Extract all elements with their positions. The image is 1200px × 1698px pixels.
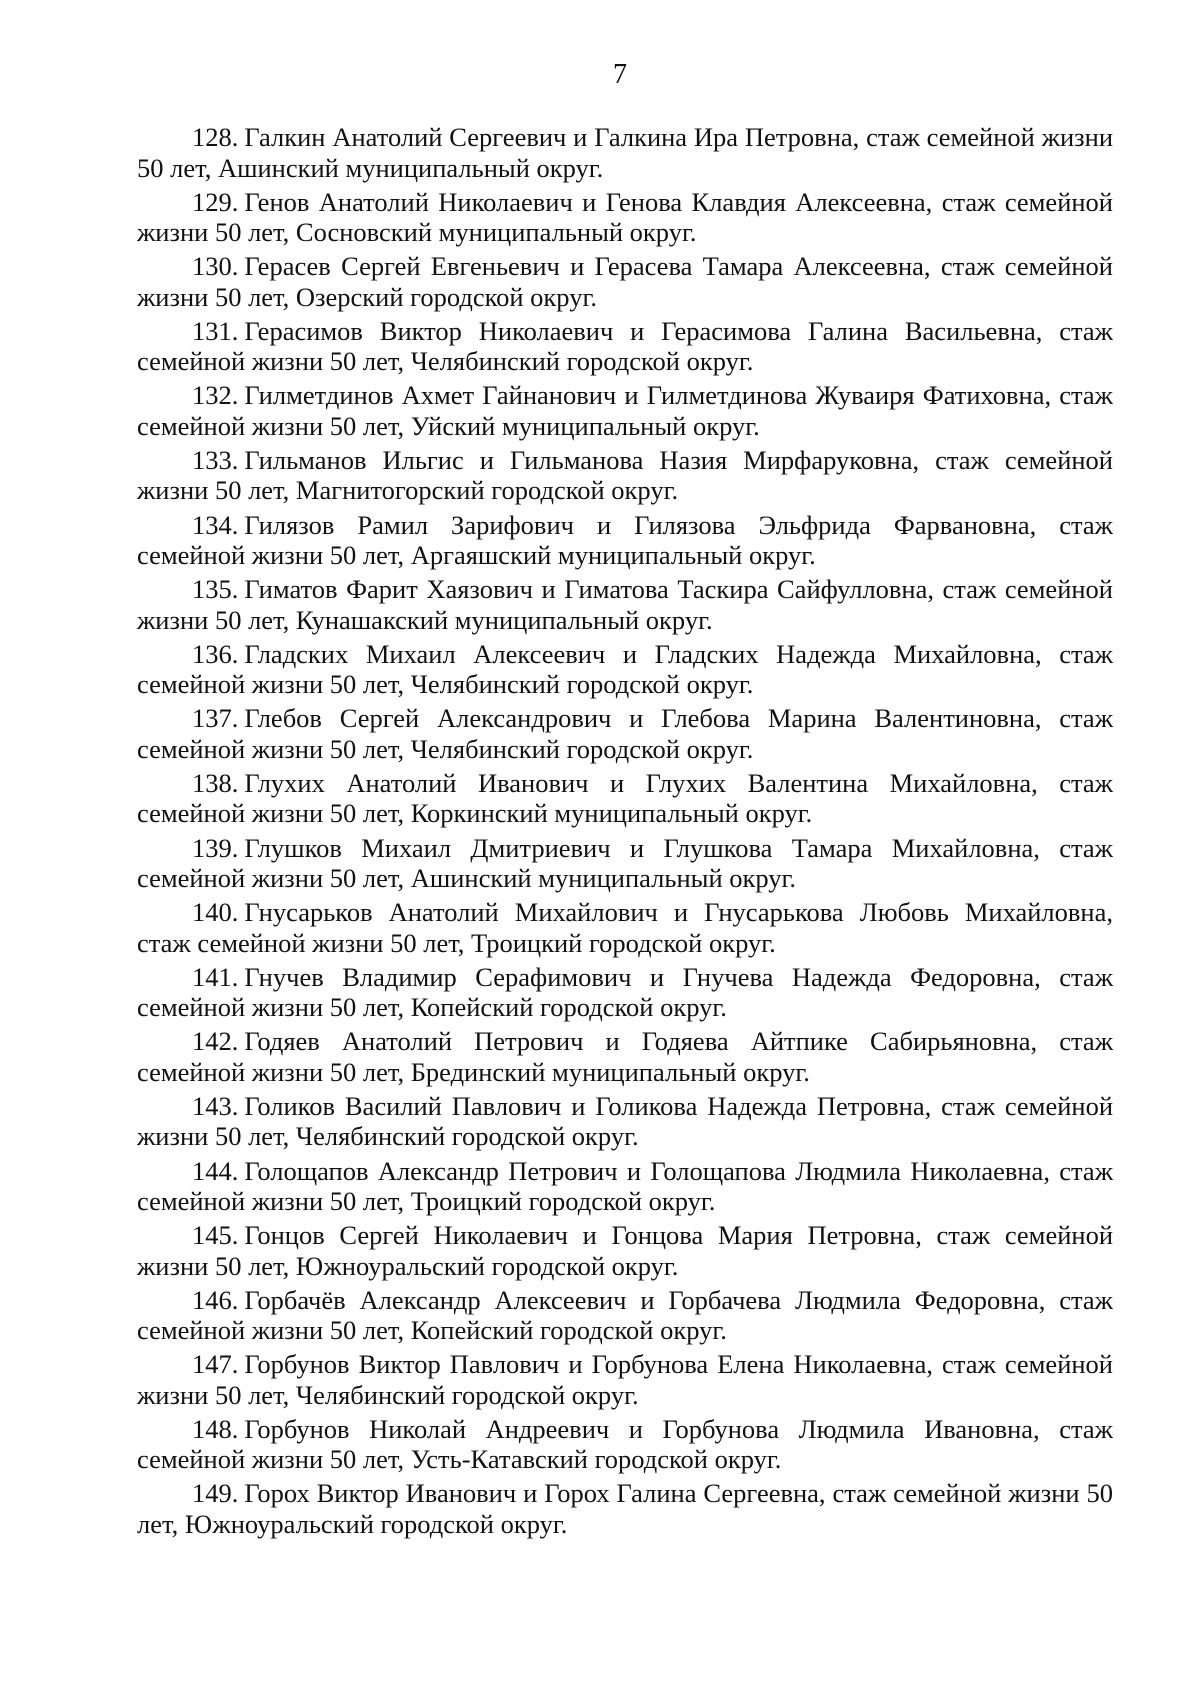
entry-text: Горбачёв Александр Алексеевич и Горбачева Людмила Федоровна, стаж семейной жизни 50 лет, Копейский городской округ. bbox=[137, 1284, 1113, 1346]
entry-number: 147. bbox=[192, 1349, 239, 1380]
entry-number: 140. bbox=[192, 897, 239, 928]
entry-text: Глухих Анатолий Иванович и Глухих Валентина Михайловна, стаж семейной жизни 50 лет, Коркинский муниципальный округ. bbox=[137, 767, 1113, 829]
entry-text: Горбунов Виктор Павлович и Горбунова Елена Николаевна, стаж семейной жизни 50 лет, Челябинский городской округ. bbox=[137, 1349, 1113, 1410]
list-item bbox=[137, 445, 1113, 506]
list-item bbox=[137, 1220, 1113, 1281]
page-number: 7 bbox=[613, 59, 627, 90]
entry-number: 146. bbox=[192, 1284, 239, 1315]
entry-text: Глушков Михаил Дмитриевич и Глушкова Тамара Михайловна, стаж семейной жизни 50 лет, Ашинский муниципальный округ. bbox=[137, 832, 1113, 894]
entry-number: 144. bbox=[192, 1155, 239, 1186]
list-item bbox=[137, 897, 1113, 958]
list-item bbox=[137, 251, 1113, 312]
list-item bbox=[137, 187, 1113, 248]
entry-text: Герасев Сергей Евгеньевич и Герасева Тамара Алексеевна, стаж семейной жизни 50 лет, Озерский городской округ. bbox=[137, 251, 1113, 312]
entry-number: 137. bbox=[192, 703, 239, 734]
list-item bbox=[137, 1414, 1113, 1475]
list-item bbox=[137, 639, 1113, 700]
entry-text: Герасимов Виктор Николаевич и Герасимова Галина Васильевна, стаж семейной жизни 50 лет, Челябинский городской округ. bbox=[137, 315, 1113, 377]
list-item bbox=[137, 962, 1113, 1023]
entry-text: Гильманов Ильгис и Гильманова Назия Мирфаруковна, стаж семейной жизни 50 лет, Магнитогорский городской округ. bbox=[137, 444, 1113, 506]
list-item bbox=[137, 1156, 1113, 1217]
entry-text: Гнучев Владимир Серафимович и Гнучева Надежда Федоровна, стаж семейной жизни 50 лет, Копейский городской округ. bbox=[137, 961, 1113, 1023]
list-item bbox=[137, 1349, 1113, 1410]
entry-text: Глебов Сергей Александрович и Глебова Марина Валентиновна, стаж семейной жизни 50 лет, Челябинский городской округ. bbox=[137, 703, 1113, 764]
entry-text: Гилметдинов Ахмет Гайнанович и Гилметдинова Жуваиря Фатиховна, стаж семейной жизни 50 лет, Уйский муниципальный округ. bbox=[137, 380, 1113, 441]
entry-number: 145. bbox=[192, 1220, 239, 1251]
entry-text: Годяев Анатолий Петрович и Годяева Айтпике Сабирьяновна, стаж семейной жизни 50 лет, Брединский муниципальный округ. bbox=[137, 1026, 1113, 1087]
entry-number: 148. bbox=[192, 1413, 239, 1444]
entry-number: 138. bbox=[192, 767, 239, 798]
entry-text: Горбунов Николай Андреевич и Горбунова Людмила Ивановна, стаж семейной жизни 50 лет, Усть-Катавский городской округ. bbox=[137, 1413, 1113, 1475]
entry-text: Гладских Михаил Алексеевич и Гладских Надежда Михайловна, стаж семейной жизни 50 лет, Челябинский городской округ. bbox=[137, 638, 1113, 700]
entry-number: 135. bbox=[192, 574, 239, 605]
entry-number: 130. bbox=[192, 251, 239, 282]
entry-text: Голиков Василий Павлович и Голикова Надежда Петровна, стаж семейной жизни 50 лет, Челябинский городской округ. bbox=[137, 1090, 1113, 1152]
list-item bbox=[137, 703, 1113, 764]
list-item bbox=[137, 768, 1113, 829]
list-item bbox=[137, 1285, 1113, 1346]
entry-text: Генов Анатолий Николаевич и Генова Клавдия Алексеевна, стаж семейной жизни 50 лет, Сосновский муниципальный округ. bbox=[137, 186, 1113, 248]
entry-number: 139. bbox=[192, 832, 239, 863]
entry-number: 132. bbox=[192, 380, 239, 411]
entry-number: 149. bbox=[192, 1478, 239, 1509]
entry-text: Гиматов Фарит Хаязович и Гиматова Таскира Сайфулловна, стаж семейной жизни 50 лет, Кунашакский муниципальный округ. bbox=[137, 574, 1113, 635]
award-list bbox=[137, 122, 1113, 1543]
entry-number: 136. bbox=[192, 638, 239, 669]
entry-text: Голощапов Александр Петрович и Голощапова Людмила Николаевна, стаж семейной жизни 50 лет, Троицкий городской округ. bbox=[137, 1155, 1113, 1216]
entry-number: 141. bbox=[192, 961, 239, 992]
entry-number: 131. bbox=[192, 315, 239, 346]
list-item bbox=[137, 833, 1113, 894]
entry-number: 142. bbox=[192, 1026, 239, 1057]
list-item bbox=[137, 1091, 1113, 1152]
list-item bbox=[137, 316, 1113, 377]
list-item bbox=[137, 510, 1113, 571]
entry-text: Гилязов Рамил Зарифович и Гилязова Эльфрида Фарвановна, стаж семейной жизни 50 лет, Аргаяшский муниципальный округ. bbox=[137, 509, 1113, 571]
entry-text: Галкин Анатолий Сергеевич и Галкина Ира Петровна, стаж семейной жизни 50 лет, Ашинский муниципальный округ. bbox=[137, 122, 1113, 183]
list-item bbox=[137, 574, 1113, 635]
list-item bbox=[137, 1478, 1113, 1539]
entry-number: 143. bbox=[192, 1090, 239, 1121]
entry-number: 128. bbox=[192, 122, 239, 152]
entry-text: Гнусарьков Анатолий Михайлович и Гнусарькова Любовь Михайловна, стаж семейной жизни 50 лет, Троицкий городской округ. bbox=[137, 897, 1113, 958]
entry-number: 129. bbox=[192, 186, 239, 217]
list-item bbox=[137, 122, 1113, 183]
list-item bbox=[137, 380, 1113, 441]
list-item bbox=[137, 1026, 1113, 1087]
entry-number: 133. bbox=[192, 444, 239, 475]
entry-text: Гонцов Сергей Николаевич и Гонцова Мария Петровна, стаж семейной жизни 50 лет, Южноуральский городской округ. bbox=[137, 1220, 1113, 1281]
entry-number: 134. bbox=[192, 509, 239, 540]
entry-text: Горох Виктор Иванович и Горох Галина Сергеевна, стаж семейной жизни 50 лет, Южноуральский городской округ. bbox=[137, 1478, 1113, 1539]
